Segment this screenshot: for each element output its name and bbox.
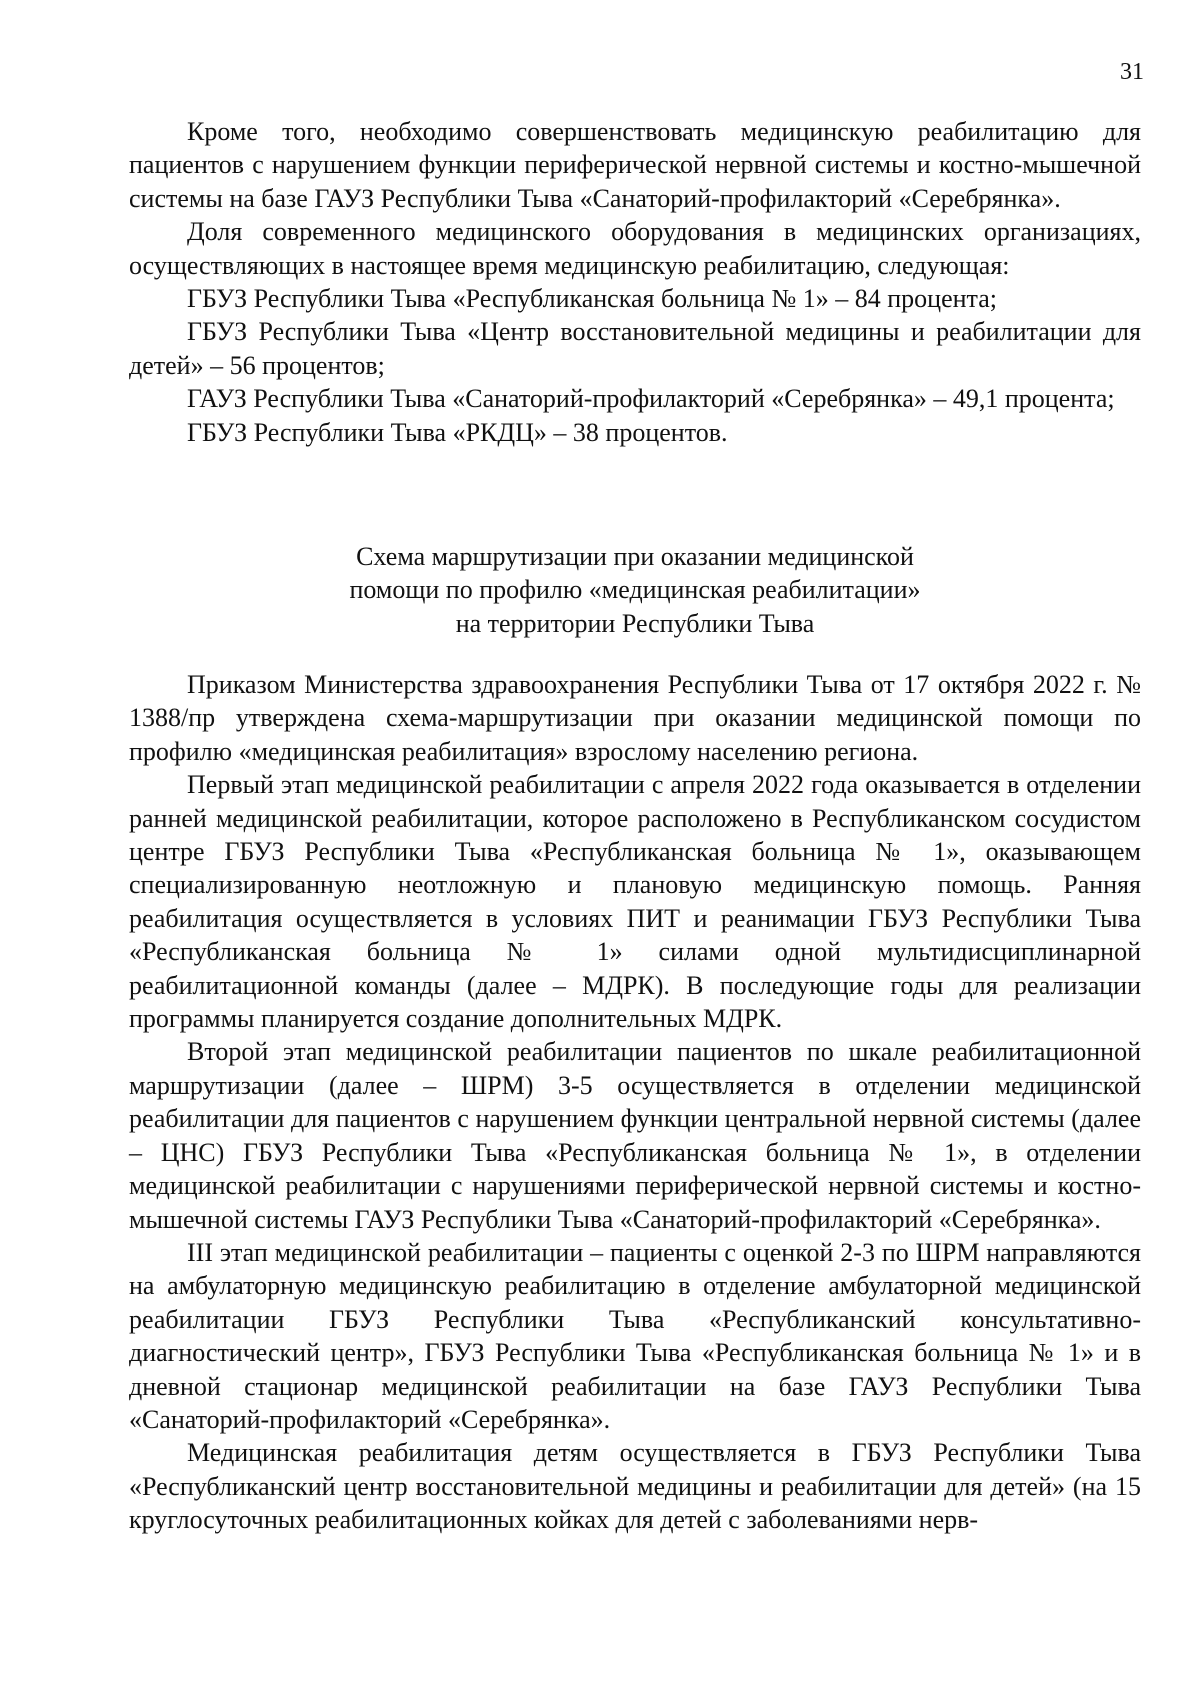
paragraph: Доля современного медицинского оборудования в медицинских организациях, осуществляющих в настоящее время медицинскую реабилитацию, следующая: [129, 217, 1141, 280]
paragraph: Первый этап медицинской реабилитации с апреля 2022 года оказывается в отделении ранней медицинской реабилитации, которое расположено в Республиканском сосудистом центре ГБУЗ Республики Тыва «Республиканская больница № 1», оказывающем специализированную неотложную и плановую медицинскую помощь. Ранняя реабилитация осуществляется в условиях ПИТ и реанимации ГБУЗ Республики Тыва «Республиканская больница № 1» силами одной мультидисциплинарной реабилитационной команды (далее – МДРК). В последующие годы для реализации программы планируется создание дополнительных МДРК. [129, 770, 1141, 1034]
paragraph: Кроме того, необходимо совершенствовать медицинскую реабилитацию для пациентов с нарушением функции периферической нервной системы и костно-мышечной системы на базе ГАУЗ Республики Тыва «Санаторий-профилакторий «Серебрянка». [129, 117, 1141, 213]
paragraph: ГБУЗ Республики Тыва «РКДЦ» – 38 процентов. [187, 417, 728, 447]
section-heading-line: помощи по профилю «медицинская реабилитации» [349, 575, 921, 605]
paragraph: ГАУЗ Республики Тыва «Санаторий-профилакторий «Серебрянка» – 49,1 процента; [187, 384, 1115, 414]
section-heading [129, 540, 1141, 640]
section-heading-line: Схема маршрутизации при оказании медицинской [356, 542, 914, 571]
section-heading-line: на территории Республики Тыва [455, 608, 815, 638]
paragraph: Медицинская реабилитация детям осуществляется в ГБУЗ Республики Тыва «Республиканский центр восстановительной медицины и реабилитации для детей» (на 15 круглосуточных реабилитационных койках для детей с заболеваниями нерв- [129, 1438, 1141, 1535]
paragraph: Второй этап медицинской реабилитации пациентов по шкале реабилитационной маршрутизации (далее – ШРМ) 3-5 осуществляется в отделении медицинской реабилитации для пациентов с нарушением функции центральной нервной системы (далее – ЦНС) ГБУЗ Республики Тыва «Республиканская больница № 1», в отделении медицинской реабилитации с нарушениями периферической нервной системы и костно-мышечной системы ГАУЗ Республики Тыва «Санаторий-профилакторий «Серебрянка». [129, 1037, 1141, 1234]
paragraph: ГБУЗ Республики Тыва «Республиканская больница № 1» – 84 процента; [187, 284, 997, 314]
paragraph: III этап медицинской реабилитации – пациенты с оценкой 2-3 по ШРМ направляются на амбулаторную медицинскую реабилитацию в отделение амбулаторной медицинской реабилитации ГБУЗ Республики Тыва «Республиканский консультативно-диагностический центр», ГБУЗ Республики Тыва «Республиканская больница № 1» и в дневной стационар медицинской реабилитации на базе ГАУЗ Республики Тыва «Санаторий-профилакторий «Серебрянка». [129, 1237, 1141, 1434]
paragraph: Приказом Министерства здравоохранения Республики Тыва от 17 октября 2022 г. № 1388/пр утверждена схема-маршрутизации при оказании медицинской помощи по профилю «медицинская реабилитация» взрослому населению региона. [129, 670, 1141, 766]
page-number: 31 [1120, 59, 1144, 85]
main-section [129, 668, 1141, 1537]
intro-section [129, 115, 1141, 449]
paragraph: ГБУЗ Республики Тыва «Центр восстановительной медицины и реабилитации для детей» – 56 процентов; [129, 317, 1141, 380]
